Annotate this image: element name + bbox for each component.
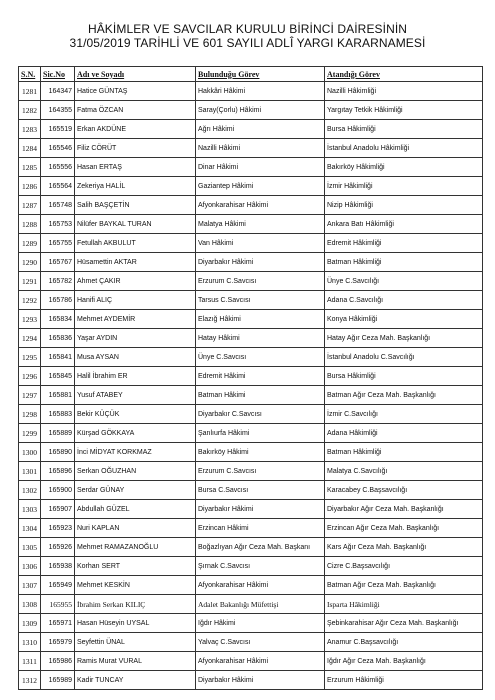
cell-assigned: Isparta Hâkimliği xyxy=(325,595,483,614)
cell-assigned: Diyarbakır Ağır Ceza Mah. Başkanlığı xyxy=(325,500,483,519)
cell-assigned: Adana C.Savcılığı xyxy=(325,291,483,310)
cell-current: Edremit Hâkimi xyxy=(196,367,325,386)
cell-sn: 1281 xyxy=(19,82,41,101)
cell-name: Nuri KAPLAN xyxy=(75,519,196,538)
column-header-name: Adı ve Soyadı xyxy=(75,67,196,82)
cell-name: Mehmet KESKİN xyxy=(75,576,196,595)
table-row xyxy=(19,234,483,253)
cell-sn: 1282 xyxy=(19,101,41,120)
cell-name: Seyfettin ÜNAL xyxy=(75,633,196,652)
cell-current: Malatya Hâkimi xyxy=(196,215,325,234)
cell-sicno: 165907 xyxy=(41,500,75,519)
cell-name: Nilüfer BAYKAL TURAN xyxy=(75,215,196,234)
cell-current: Saray(Çorlu) Hâkimi xyxy=(196,101,325,120)
cell-name: Kadir TUNCAY xyxy=(75,671,196,690)
cell-name: Erkan AKDÜNE xyxy=(75,120,196,139)
cell-assigned: Cizre C.Başsavcılığı xyxy=(325,557,483,576)
cell-current: Elazığ Hâkimi xyxy=(196,310,325,329)
cell-name: Hasan ERTAŞ xyxy=(75,158,196,177)
cell-current: Diyarbakır Hâkimi xyxy=(196,253,325,272)
cell-sn: 1304 xyxy=(19,519,41,538)
column-header-assigned: Atandığı Görev xyxy=(325,67,483,82)
table-row xyxy=(19,424,483,443)
cell-sicno: 164347 xyxy=(41,82,75,101)
cell-sicno: 165786 xyxy=(41,291,75,310)
table-row xyxy=(19,671,483,690)
decree-table xyxy=(18,66,483,690)
cell-sicno: 165845 xyxy=(41,367,75,386)
cell-current: Bakırköy Hâkimi xyxy=(196,443,325,462)
cell-name: Hanifi ALIÇ xyxy=(75,291,196,310)
cell-name: Fetullah AKBULUT xyxy=(75,234,196,253)
cell-name: Mehmet AYDEMİR xyxy=(75,310,196,329)
cell-assigned: Erzurum Hâkimliği xyxy=(325,671,483,690)
cell-assigned: Karacabey C.Başsavcılığı xyxy=(325,481,483,500)
table-row xyxy=(19,272,483,291)
cell-sn: 1286 xyxy=(19,177,41,196)
cell-name: Filiz CÖRÜT xyxy=(75,139,196,158)
cell-current: Şırnak C.Savcısı xyxy=(196,557,325,576)
cell-sn: 1293 xyxy=(19,310,41,329)
cell-sn: 1291 xyxy=(19,272,41,291)
table-row xyxy=(19,310,483,329)
cell-name: Ahmet ÇAKIR xyxy=(75,272,196,291)
cell-sicno: 165979 xyxy=(41,633,75,652)
cell-name: Hüsamettin AKTAR xyxy=(75,253,196,272)
cell-assigned: Edremit Hâkimliği xyxy=(325,234,483,253)
column-header-sn: S.N. xyxy=(19,67,41,82)
table-row xyxy=(19,481,483,500)
cell-sicno: 165753 xyxy=(41,215,75,234)
cell-name: Hatice GÜNTAŞ xyxy=(75,82,196,101)
cell-current: Erzurum C.Savcısı xyxy=(196,462,325,481)
table-header-row xyxy=(19,67,483,82)
cell-sn: 1289 xyxy=(19,234,41,253)
cell-sn: 1311 xyxy=(19,652,41,671)
cell-sicno: 165900 xyxy=(41,481,75,500)
table-row xyxy=(19,139,483,158)
cell-assigned: Bursa Hâkimliği xyxy=(325,367,483,386)
cell-sn: 1298 xyxy=(19,405,41,424)
cell-sicno: 165564 xyxy=(41,177,75,196)
cell-name: Yaşar AYDIN xyxy=(75,329,196,348)
table-row xyxy=(19,120,483,139)
cell-assigned: Kars Ağır Ceza Mah. Başkanlığı xyxy=(325,538,483,557)
cell-assigned: Malatya C.Savcılığı xyxy=(325,462,483,481)
table-row xyxy=(19,519,483,538)
cell-sicno: 165546 xyxy=(41,139,75,158)
cell-sicno: 165755 xyxy=(41,234,75,253)
table-row xyxy=(19,405,483,424)
cell-name: Korhan SERT xyxy=(75,557,196,576)
cell-sicno: 165519 xyxy=(41,120,75,139)
cell-sicno: 165767 xyxy=(41,253,75,272)
cell-assigned: Konya Hâkimliği xyxy=(325,310,483,329)
table-row xyxy=(19,101,483,120)
cell-current: Diyarbakır Hâkimi xyxy=(196,500,325,519)
cell-assigned: Batman Ağır Ceza Mah. Başkanlığı xyxy=(325,386,483,405)
cell-sn: 1283 xyxy=(19,120,41,139)
table-row xyxy=(19,652,483,671)
table-row xyxy=(19,595,483,614)
cell-name: Hasan Hüseyin UYSAL xyxy=(75,614,196,633)
cell-sicno: 165782 xyxy=(41,272,75,291)
cell-sicno: 165889 xyxy=(41,424,75,443)
cell-current: Bursa C.Savcısı xyxy=(196,481,325,500)
cell-sn: 1303 xyxy=(19,500,41,519)
cell-sicno: 165896 xyxy=(41,462,75,481)
cell-sicno: 165938 xyxy=(41,557,75,576)
cell-current: Yalvaç C.Savcısı xyxy=(196,633,325,652)
cell-assigned: İzmir Hâkimliği xyxy=(325,177,483,196)
cell-sicno: 165883 xyxy=(41,405,75,424)
cell-sn: 1285 xyxy=(19,158,41,177)
cell-sn: 1295 xyxy=(19,348,41,367)
cell-name: Zekeriya HALİL xyxy=(75,177,196,196)
cell-current: Erzurum C.Savcısı xyxy=(196,272,325,291)
cell-sn: 1299 xyxy=(19,424,41,443)
cell-sn: 1294 xyxy=(19,329,41,348)
cell-assigned: İstanbul Anadolu C.Savcılığı xyxy=(325,348,483,367)
cell-sicno: 165923 xyxy=(41,519,75,538)
column-header-current: Bulunduğu Görev xyxy=(196,67,325,82)
cell-current: Diyarbakır Hâkimi xyxy=(196,671,325,690)
cell-sicno: 165986 xyxy=(41,652,75,671)
cell-name: Bekir KÜÇÜK xyxy=(75,405,196,424)
cell-sn: 1284 xyxy=(19,139,41,158)
cell-sn: 1288 xyxy=(19,215,41,234)
cell-current: Adalet Bakanlığı Müfettişi xyxy=(196,595,325,614)
table-row xyxy=(19,253,483,272)
cell-sicno: 165841 xyxy=(41,348,75,367)
cell-assigned: Batman Ağır Ceza Mah. Başkanlığı xyxy=(325,576,483,595)
table-row xyxy=(19,538,483,557)
cell-name: Salih BAŞÇETİN xyxy=(75,196,196,215)
table-row xyxy=(19,177,483,196)
cell-sn: 1312 xyxy=(19,671,41,690)
cell-name: Yusuf ATABEY xyxy=(75,386,196,405)
cell-name: Fatma ÖZCAN xyxy=(75,101,196,120)
cell-sicno: 165834 xyxy=(41,310,75,329)
cell-sn: 1292 xyxy=(19,291,41,310)
document-header xyxy=(0,22,495,50)
cell-sicno: 165881 xyxy=(41,386,75,405)
cell-name: Mehmet RAMAZANOĞLU xyxy=(75,538,196,557)
cell-assigned: Ankara Batı Hâkimliği xyxy=(325,215,483,234)
cell-sicno: 165836 xyxy=(41,329,75,348)
cell-current: Van Hâkimi xyxy=(196,234,325,253)
cell-assigned: Hatay Ağır Ceza Mah. Başkanlığı xyxy=(325,329,483,348)
cell-current: Hatay Hâkimi xyxy=(196,329,325,348)
cell-assigned: Adana Hâkimliği xyxy=(325,424,483,443)
header-line-1: HÂKİMLER VE SAVCILAR KURULU BİRİNCİ DAİRESİNİN xyxy=(87,22,408,36)
cell-current: Erzincan Hâkimi xyxy=(196,519,325,538)
cell-assigned: Erzincan Ağır Ceza Mah. Başkanlığı xyxy=(325,519,483,538)
cell-current: Nazilli Hâkimi xyxy=(196,139,325,158)
cell-assigned: Batman Hâkimliği xyxy=(325,443,483,462)
cell-assigned: Şebinkarahisar Ağır Ceza Mah. Başkanlığı xyxy=(325,614,483,633)
cell-assigned: Nizip Hâkimliği xyxy=(325,196,483,215)
table-row xyxy=(19,82,483,101)
cell-current: Iğdır Hâkimi xyxy=(196,614,325,633)
table-row xyxy=(19,443,483,462)
cell-name: Kürşad GÖKKAYA xyxy=(75,424,196,443)
cell-assigned: Anamur C.Başsavcılığı xyxy=(325,633,483,652)
cell-sicno: 165971 xyxy=(41,614,75,633)
column-header-sicno: Sic.No xyxy=(41,67,75,82)
table-row xyxy=(19,576,483,595)
table-row xyxy=(19,633,483,652)
table-row xyxy=(19,158,483,177)
cell-current: Afyonkarahisar Hâkimi xyxy=(196,196,325,215)
table-row xyxy=(19,367,483,386)
table-body xyxy=(19,82,483,690)
cell-sicno: 165989 xyxy=(41,671,75,690)
cell-current: Gaziantep Hâkimi xyxy=(196,177,325,196)
cell-name: Serkan OĞUZHAN xyxy=(75,462,196,481)
cell-sn: 1308 xyxy=(19,595,41,614)
table-row xyxy=(19,386,483,405)
table-row xyxy=(19,291,483,310)
cell-name: Ramis Murat VURAL xyxy=(75,652,196,671)
cell-assigned: Nazilli Hâkimliği xyxy=(325,82,483,101)
cell-name: Abdullah GÜZEL xyxy=(75,500,196,519)
cell-current: Diyarbakır C.Savcısı xyxy=(196,405,325,424)
table-row xyxy=(19,348,483,367)
cell-sn: 1301 xyxy=(19,462,41,481)
cell-assigned: İzmir C.Savcılığı xyxy=(325,405,483,424)
cell-current: Şanlıurfa Hâkimi xyxy=(196,424,325,443)
cell-name: İnci MİDYAT KORKMAZ xyxy=(75,443,196,462)
cell-sn: 1302 xyxy=(19,481,41,500)
table-row xyxy=(19,215,483,234)
cell-sn: 1290 xyxy=(19,253,41,272)
cell-assigned: İstanbul Anadolu Hâkimliği xyxy=(325,139,483,158)
cell-sicno: 165949 xyxy=(41,576,75,595)
cell-assigned: Ünye C.Savcılığı xyxy=(325,272,483,291)
header-line-2: 31/05/2019 TARİHLİ VE 601 SAYILI ADLÎ YARGI KARARNAMESİ xyxy=(69,36,426,50)
cell-name: İbrahim Serkan KILIÇ xyxy=(75,595,196,614)
cell-current: Ünye C.Savcısı xyxy=(196,348,325,367)
cell-sn: 1310 xyxy=(19,633,41,652)
cell-current: Boğazlıyan Ağır Ceza Mah. Başkanı xyxy=(196,538,325,557)
cell-sn: 1305 xyxy=(19,538,41,557)
cell-assigned: Batman Hâkimliği xyxy=(325,253,483,272)
cell-assigned: Bursa Hâkimliği xyxy=(325,120,483,139)
cell-current: Hakkâri Hâkimi xyxy=(196,82,325,101)
cell-sn: 1296 xyxy=(19,367,41,386)
table-row xyxy=(19,329,483,348)
cell-current: Dinar Hâkimi xyxy=(196,158,325,177)
table-row xyxy=(19,462,483,481)
cell-assigned: Bakırköy Hâkimliği xyxy=(325,158,483,177)
cell-current: Ağrı Hâkimi xyxy=(196,120,325,139)
cell-sicno: 164355 xyxy=(41,101,75,120)
cell-assigned: Iğdır Ağır Ceza Mah. Başkanlığı xyxy=(325,652,483,671)
table-row xyxy=(19,557,483,576)
cell-sicno: 165748 xyxy=(41,196,75,215)
table-row xyxy=(19,196,483,215)
cell-current: Afyonkarahisar Hâkimi xyxy=(196,576,325,595)
cell-sicno: 165926 xyxy=(41,538,75,557)
cell-sicno: 165890 xyxy=(41,443,75,462)
cell-sn: 1297 xyxy=(19,386,41,405)
cell-current: Afyonkarahisar Hâkimi xyxy=(196,652,325,671)
cell-name: Musa AYSAN xyxy=(75,348,196,367)
cell-current: Batman Hâkimi xyxy=(196,386,325,405)
table-row xyxy=(19,500,483,519)
cell-name: Halil İbrahim ER xyxy=(75,367,196,386)
cell-sicno: 165556 xyxy=(41,158,75,177)
cell-sn: 1300 xyxy=(19,443,41,462)
cell-sn: 1307 xyxy=(19,576,41,595)
cell-sn: 1306 xyxy=(19,557,41,576)
cell-sn: 1309 xyxy=(19,614,41,633)
cell-sn: 1287 xyxy=(19,196,41,215)
table-row xyxy=(19,614,483,633)
cell-assigned: Yargıtay Tetkik Hâkimliği xyxy=(325,101,483,120)
cell-name: Serdar GÜNAY xyxy=(75,481,196,500)
cell-sicno: 165955 xyxy=(41,595,75,614)
cell-current: Tarsus C.Savcısı xyxy=(196,291,325,310)
